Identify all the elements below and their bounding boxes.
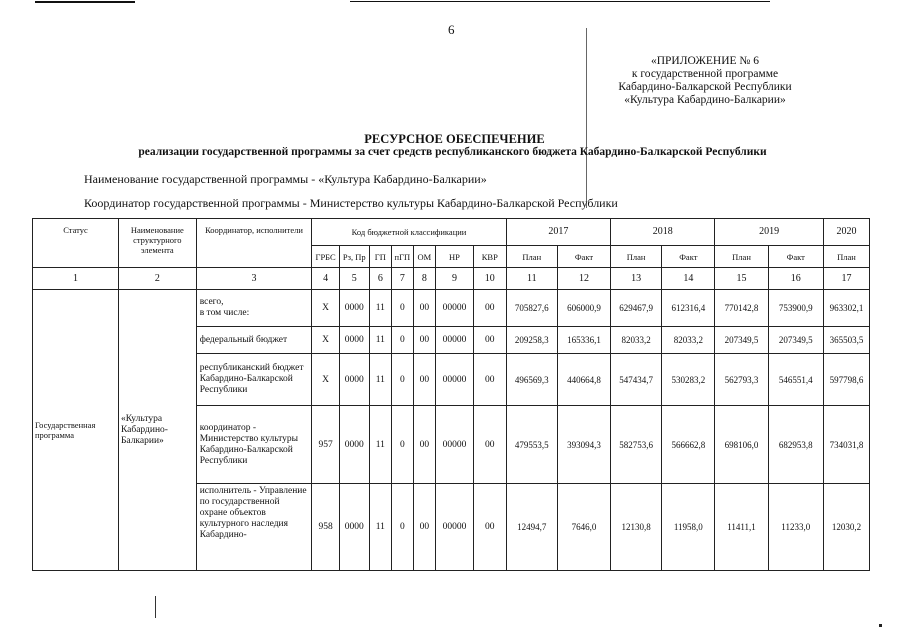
header-om: ОМ (413, 246, 436, 268)
header-pgp: пГП (392, 246, 413, 268)
cell-p2019: 770142,8 (715, 290, 768, 327)
cell-f2017: 440664,8 (557, 354, 610, 406)
header-gp: ГП (369, 246, 392, 268)
header-coordinator: Координатор, исполнители (196, 219, 312, 268)
scan-fold-line-upper (586, 28, 587, 208)
row-description: федеральный бюджет (196, 327, 312, 354)
header-year-2017: 2017 (506, 219, 610, 246)
cell-p2020: 597798,6 (823, 354, 869, 406)
appendix-line-1: «ПРИЛОЖЕНИЕ № 6 (650, 55, 759, 67)
cell-f2018: 566662,8 (662, 406, 715, 484)
cell-p2018: 582753,6 (611, 406, 662, 484)
cell-p2017: 12494,7 (506, 484, 557, 571)
scan-top-rule-right (350, 1, 770, 2)
cell-f2019: 682953,8 (768, 406, 823, 484)
column-number-3: 3 (196, 268, 312, 290)
column-number-13: 13 (611, 268, 662, 290)
cell-pgp: 0 (392, 354, 413, 406)
cell-grbs: Х (312, 290, 340, 327)
cell-np: 00000 (436, 290, 474, 327)
cell-f2017: 393094,3 (557, 406, 610, 484)
row-description: всего, в том числе: (196, 290, 312, 327)
appendix-line-3: Кабардино-Балкарской Республики (618, 81, 792, 93)
cell-f2017: 606000,9 (557, 290, 610, 327)
cell-p2017: 705827,6 (506, 290, 557, 327)
document-title: РЕСУРСНОЕ ОБЕСПЕЧЕНИЕ (364, 132, 545, 146)
header-plan-2020: План (823, 246, 869, 268)
cell-f2018: 612316,4 (662, 290, 715, 327)
cell-kvr: 00 (473, 406, 506, 484)
column-number-row (33, 268, 870, 290)
cell-f2018: 82033,2 (662, 327, 715, 354)
header-element: Наименование структурного элемента (118, 219, 196, 268)
cell-rzpr: 0000 (339, 354, 369, 406)
cell-grbs: Х (312, 327, 340, 354)
column-number-16: 16 (768, 268, 823, 290)
column-number-7: 7 (392, 268, 413, 290)
column-number-4: 4 (312, 268, 340, 290)
cell-p2017: 209258,3 (506, 327, 557, 354)
cell-p2019: 562793,3 (715, 354, 768, 406)
cell-p2020: 12030,2 (823, 484, 869, 571)
coordinator-line: Координатор государственной программы - Министерство культуры Кабардино-Балкарской Республики (84, 196, 618, 210)
header-budget-code: Код бюджетной классификации (312, 219, 506, 246)
cell-gp: 11 (369, 354, 392, 406)
column-number-6: 6 (369, 268, 392, 290)
cell-p2020: 734031,8 (823, 406, 869, 484)
column-number-2: 2 (118, 268, 196, 290)
column-number-11: 11 (506, 268, 557, 290)
status-cell: Государственная программа (33, 290, 119, 571)
cell-np: 00000 (436, 406, 474, 484)
header-fact-2018: Факт (662, 246, 715, 268)
scan-top-rule-left (35, 1, 135, 3)
column-number-17: 17 (823, 268, 869, 290)
cell-kvr: 00 (473, 484, 506, 571)
column-number-10: 10 (473, 268, 506, 290)
page-number: 6 (448, 22, 455, 37)
cell-gp: 11 (369, 290, 392, 327)
cell-pgp: 0 (392, 290, 413, 327)
cell-pgp: 0 (392, 484, 413, 571)
cell-p2020: 963302,1 (823, 290, 869, 327)
cell-gp: 11 (369, 406, 392, 484)
cell-f2017: 7646,0 (557, 484, 610, 571)
cell-rzpr: 0000 (339, 484, 369, 571)
scan-fold-line-lower (155, 596, 156, 618)
cell-om: 00 (413, 354, 436, 406)
column-number-12: 12 (557, 268, 610, 290)
cell-kvr: 00 (473, 327, 506, 354)
appendix-line-4: «Культура Кабардино-Балкарии» (624, 94, 786, 106)
cell-grbs: 957 (312, 406, 340, 484)
cell-pgp: 0 (392, 406, 413, 484)
cell-p2019: 207349,5 (715, 327, 768, 354)
header-kvr: КВР (473, 246, 506, 268)
cell-p2020: 365503,5 (823, 327, 869, 354)
appendix-line-2: к государственной программе (631, 68, 779, 80)
cell-gp: 11 (369, 484, 392, 571)
cell-p2017: 496569,3 (506, 354, 557, 406)
cell-kvr: 00 (473, 290, 506, 327)
document-subtitle: реализации государственной программы за счет средств республиканского бюджета Кабардино-Балкарской Республики (138, 146, 767, 158)
header-year-2018: 2018 (611, 219, 715, 246)
cell-np: 00000 (436, 354, 474, 406)
cell-rzpr: 0000 (339, 327, 369, 354)
cell-gp: 11 (369, 327, 392, 354)
header-fact-2019: Факт (768, 246, 823, 268)
cell-p2018: 12130,8 (611, 484, 662, 571)
header-plan-2017: План (506, 246, 557, 268)
row-description: координатор - Министерство культуры Кабардино-Балкарской Республики (196, 406, 312, 484)
program-name-line: Наименование государственной программы - «Культура Кабардино-Балкарии» (84, 172, 487, 186)
header-np: НР (436, 246, 474, 268)
cell-om: 00 (413, 484, 436, 571)
resource-table (32, 218, 870, 571)
cell-grbs: 958 (312, 484, 340, 571)
cell-f2018: 530283,2 (662, 354, 715, 406)
cell-grbs: Х (312, 354, 340, 406)
cell-p2018: 547434,7 (611, 354, 662, 406)
cell-om: 00 (413, 406, 436, 484)
cell-om: 00 (413, 327, 436, 354)
table-row (33, 290, 870, 327)
header-plan-2018: План (611, 246, 662, 268)
cell-np: 00000 (436, 484, 474, 571)
column-number-14: 14 (662, 268, 715, 290)
cell-f2017: 165336,1 (557, 327, 610, 354)
row-description: республиканский бюджет Кабардино-Балкарской Республики (196, 354, 312, 406)
column-number-9: 9 (436, 268, 474, 290)
cell-p2019: 698106,0 (715, 406, 768, 484)
cell-p2018: 629467,9 (611, 290, 662, 327)
cell-rzpr: 0000 (339, 290, 369, 327)
cell-f2019: 546551,4 (768, 354, 823, 406)
header-fact-2017: Факт (557, 246, 610, 268)
column-number-1: 1 (33, 268, 119, 290)
header-year-2020: 2020 (823, 219, 869, 246)
header-status: Статус (33, 219, 119, 268)
scan-dot-mark (879, 624, 882, 627)
cell-p2018: 82033,2 (611, 327, 662, 354)
cell-p2019: 11411,1 (715, 484, 768, 571)
header-plan-2019: План (715, 246, 768, 268)
cell-np: 00000 (436, 327, 474, 354)
header-year-2019: 2019 (715, 219, 823, 246)
appendix-block (590, 55, 820, 107)
column-number-8: 8 (413, 268, 436, 290)
header-rzpr: Рз, Пр (339, 246, 369, 268)
cell-f2019: 207349,5 (768, 327, 823, 354)
header-grbs: ГРБС (312, 246, 340, 268)
element-cell: «Культура Кабардино-Балкарии» (118, 290, 196, 571)
cell-p2017: 479553,5 (506, 406, 557, 484)
row-description: исполнитель - Управление по государственной охране объектов культурного наследия Кабардино- (196, 484, 312, 571)
cell-f2019: 11233,0 (768, 484, 823, 571)
cell-rzpr: 0000 (339, 406, 369, 484)
cell-f2019: 753900,9 (768, 290, 823, 327)
cell-pgp: 0 (392, 327, 413, 354)
cell-f2018: 11958,0 (662, 484, 715, 571)
column-number-5: 5 (339, 268, 369, 290)
cell-om: 00 (413, 290, 436, 327)
column-number-15: 15 (715, 268, 768, 290)
cell-kvr: 00 (473, 354, 506, 406)
